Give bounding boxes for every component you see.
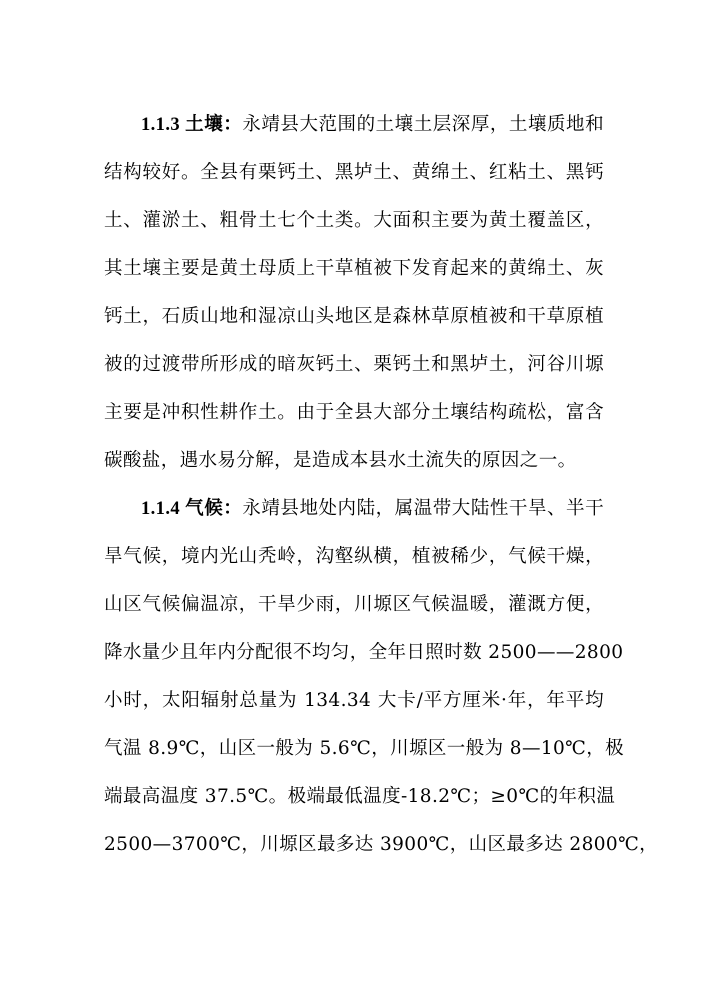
paragraph-line: 钙土，石质山地和湿凉山头地区是森林草原植被和干草原植 xyxy=(104,306,604,327)
paragraph-line: 降水量少且年内分配很不均匀，全年日照时数 2500——2800 xyxy=(104,642,624,663)
paragraph-line: 土、灌淤土、粗骨土七个土类。大面积主要为黄土覆盖区， xyxy=(104,210,604,231)
paragraph-line: 2500—3700℃，川塬区最多达 3900℃，山区最多达 2800℃， xyxy=(104,834,659,855)
paragraph-line: 山区气候偏温凉，干旱少雨，川塬区气候温暖，灌溉方便， xyxy=(104,594,604,615)
paragraph-line: 气温 8.9℃，山区一般为 5.6℃，川塬区一般为 8—10℃，极 xyxy=(104,738,625,759)
paragraph-line: 主要是冲积性耕作土。由于全县大部分土壤结构疏松，富含 xyxy=(104,402,604,423)
line-text: 永靖县大范围的土壤土层深厚，土壤质地和 xyxy=(242,114,604,135)
paragraph-line: 被的过渡带所形成的暗灰钙土、栗钙土和黑垆土，河谷川塬 xyxy=(104,354,604,375)
line-text: 永靖县地处内陆，属温带大陆性干旱、半干 xyxy=(242,498,604,519)
paragraph-line: 旱气候，境内光山秃岭，沟壑纵横，植被稀少，气候干燥， xyxy=(104,546,604,567)
paragraph-line xyxy=(141,495,604,523)
paragraph-line: 碳酸盐，遇水易分解，是造成本县水土流失的原因之一。 xyxy=(104,450,577,471)
paragraph-line: 小时，太阳辐射总量为 134.34 大卡/平方厘米·年，年平均 xyxy=(104,690,604,711)
paragraph-line: 结构较好。全县有栗钙土、黑垆土、黄绵土、红粘土、黑钙 xyxy=(104,162,604,183)
paragraph-line: 端最高温度 37.5℃。极端最低温度-18.2℃；≥0℃的年积温 xyxy=(104,786,616,807)
paragraph-line: 其土壤主要是黄土母质上干草植被下发育起来的黄绵土、灰 xyxy=(104,258,604,279)
paragraph-line xyxy=(141,111,604,139)
section-heading: 1.1.4 气候： xyxy=(141,499,243,519)
section-heading: 1.1.3 土壤： xyxy=(141,115,243,135)
